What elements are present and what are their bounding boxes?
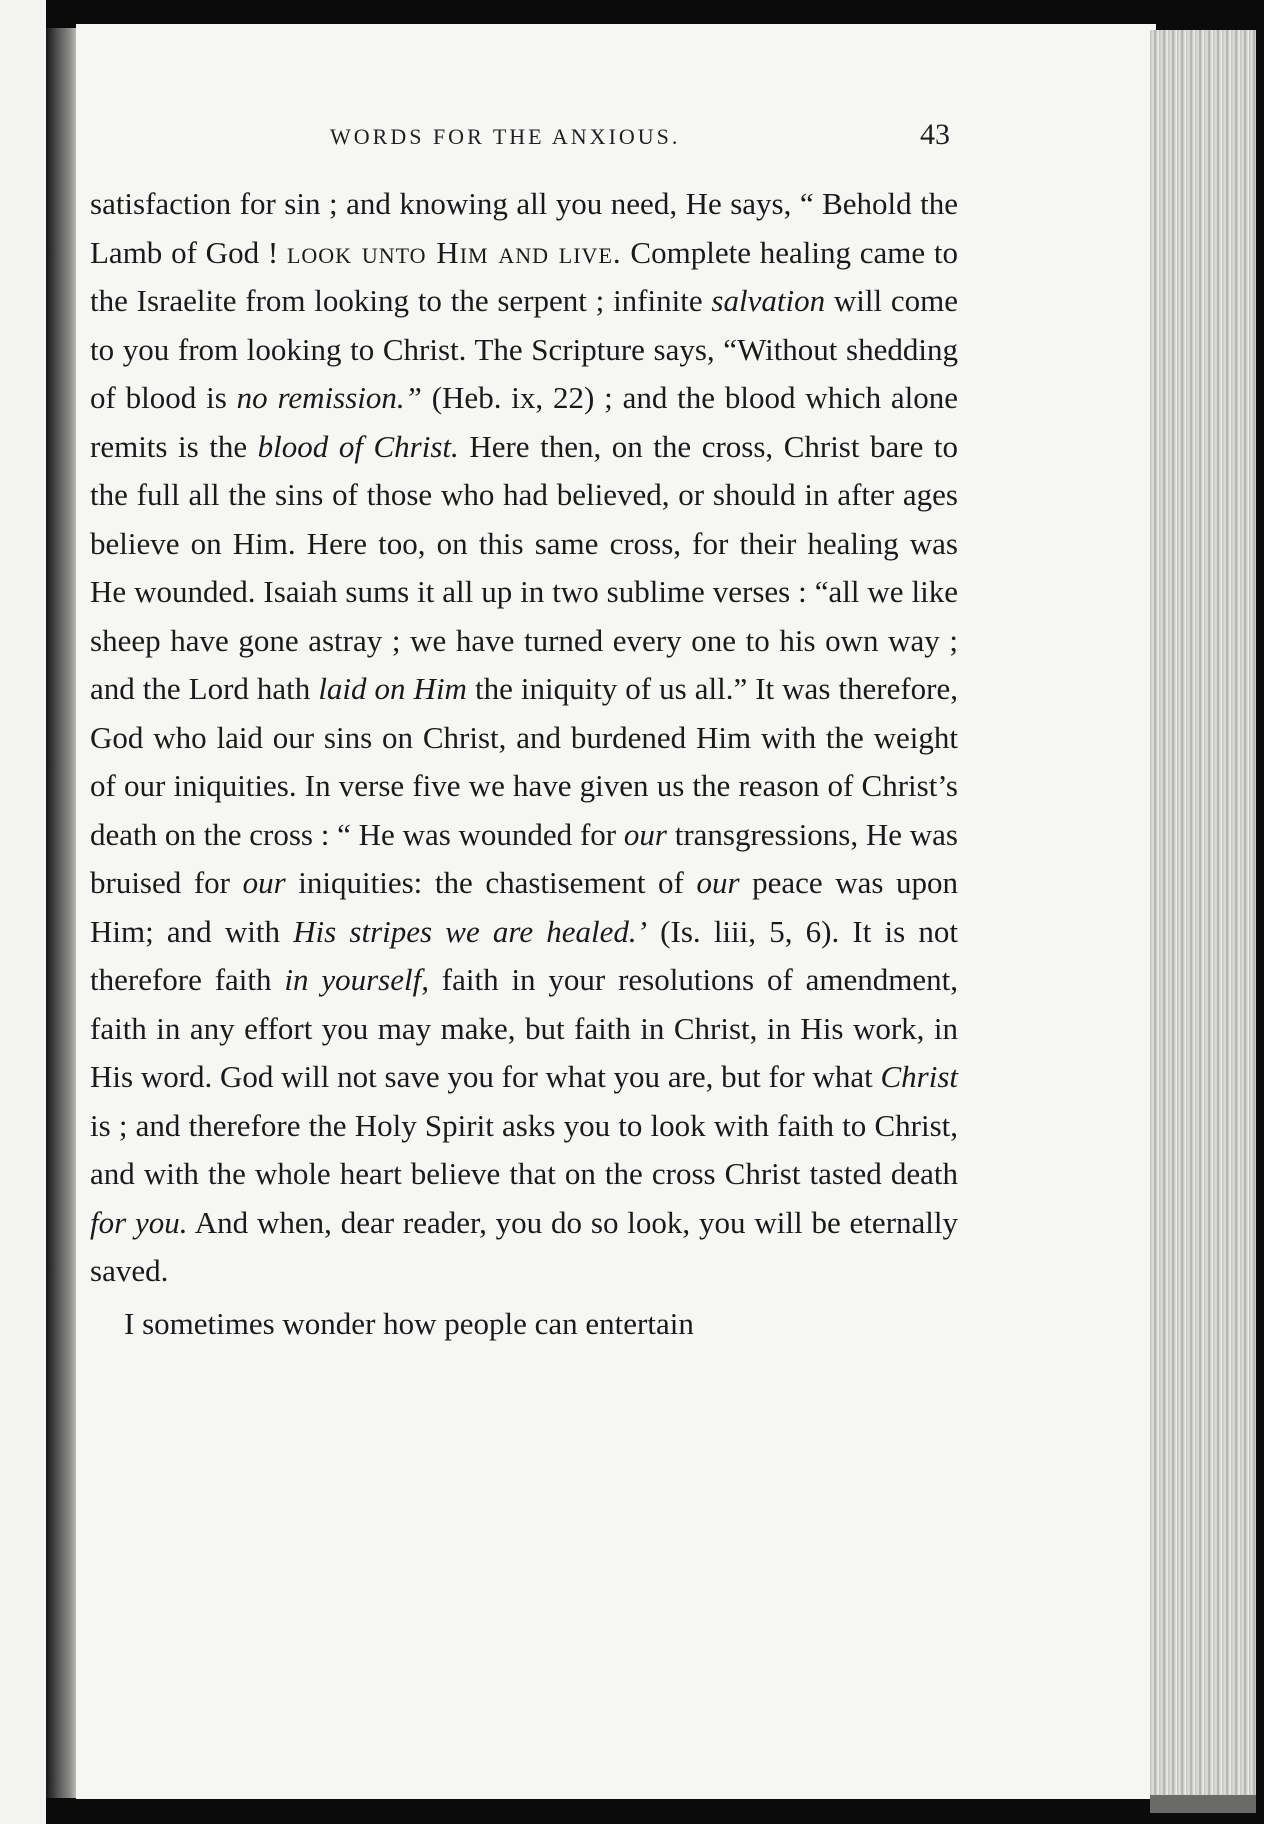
italic-emphasis: Christ	[880, 1059, 958, 1094]
page-number: 43	[920, 118, 950, 151]
running-head: WORDS FOR THE ANXIOUS.	[330, 124, 681, 149]
italic-emphasis: our	[696, 865, 740, 900]
italic-emphasis: His stripes we are healed.’	[293, 913, 647, 949]
text-run: iniquities: the chastisement of	[298, 865, 684, 900]
book-gutter	[46, 28, 78, 1798]
text-run: faith in your resolutions of amendment, faith in any effort you may make, but faith in Christ, in His work, in His word. God will not save you for what you are, but for what	[90, 962, 958, 1094]
text-run: the iniquity of us all.” It was therefore, God who laid our sins on Christ, and burdened Him with the weight of our iniquities. In verse five we have given us the reason of Christ’s death on the cross : “ He was wounded for	[90, 671, 959, 852]
paragraph: I sometimes wonder how people can entertain	[124, 1305, 694, 1341]
italic-emphasis: in yourself,	[284, 962, 429, 997]
text-run: will come to you from looking to Christ. The Scripture says, “Without shedding of blood is	[90, 283, 959, 415]
text-run: satisfaction for sin ; and knowing all you need, He says, “ Behold the Lamb of God !	[90, 186, 958, 270]
text-run: peace was upon Him; and with	[90, 865, 959, 949]
italic-emphasis: our	[242, 865, 286, 900]
text-run: And when, dear reader, you do so look, you will be eternally saved.	[90, 1204, 958, 1288]
italic-emphasis: no remission.”	[236, 380, 422, 415]
text-run: (Is. liii, 5, 6). It is not therefore faith	[90, 913, 959, 997]
italic-emphasis: our	[623, 816, 667, 852]
page-block-edge	[1150, 30, 1256, 1795]
page-block-shadow	[1150, 1795, 1256, 1813]
small-caps-emphasis: look unto Him and live.	[286, 234, 622, 270]
text-run: is ; and therefore the Holy Spirit asks you to look with faith to Christ, and with the whole heart believe that on the cross Christ tasted death	[90, 1107, 958, 1191]
facing-page-edge	[0, 0, 46, 1824]
italic-emphasis: for you.	[90, 1204, 188, 1240]
text-run: (Heb. ix, 22) ; and the blood which alone remits is the	[90, 380, 959, 464]
body-text	[90, 180, 958, 1348]
paragraph	[90, 180, 958, 1296]
text-run: Complete healing came to the Israelite from looking to the serpent ; infinite	[90, 234, 959, 318]
text-run: Here then, on the cross, Christ bare to the full all the sins of those who had believed, or should in after ages believe on Him. Here too, on this same cross, for their healing was He wounded. Isaiah sums it all up in two sublime verses : “all we like sheep have gone astray ; we have turned every one to his own way ; and the Lord hath	[90, 428, 959, 706]
italic-emphasis: salvation	[711, 283, 826, 318]
italic-emphasis: laid on Him	[318, 671, 467, 706]
italic-emphasis: blood of Christ.	[257, 428, 459, 464]
text-run: transgressions, He was bruised for	[90, 816, 958, 900]
